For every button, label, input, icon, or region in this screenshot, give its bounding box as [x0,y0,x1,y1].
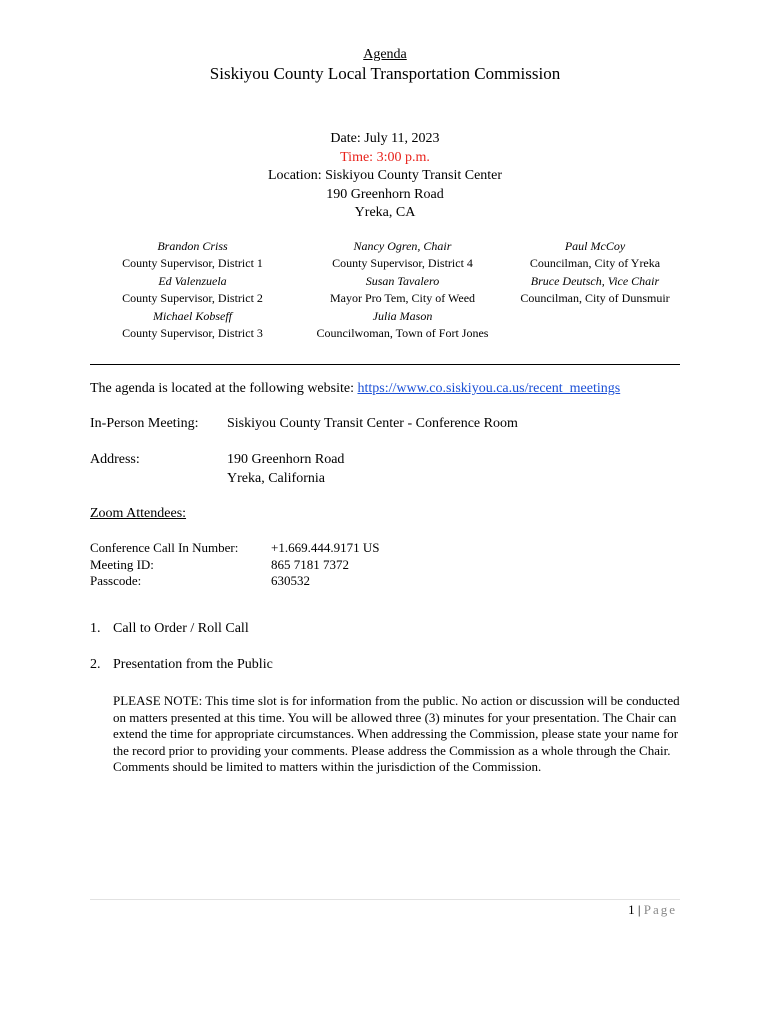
member-name: Michael Kobseff [153,309,232,323]
zoom-label: Passcode: [90,573,142,588]
member-name: Nancy Ogren, Chair [353,239,452,253]
zoom-title: Zoom Attendees: [90,506,187,521]
agenda-item [90,657,273,673]
members-column-3 [510,238,680,343]
public-comment-note: PLEASE NOTE: This time slot is for information from the public. No action or discussion will be conducted on matters presented at this time. You will be allowed three (3) minutes for your presentation. The Chair can extend the time for appropriate circumstances. When addressing the Commission, please state your name for the record prior to providing your comments. Please address the Commission as a whole through the Chair. Comments should be limited to matters within the jurisdiction of the Commission. [113,693,680,774]
member-name: Paul McCoy [564,239,626,253]
member-entry [510,273,680,306]
page-label: Page [643,902,677,917]
member-title: County Supervisor, District 4 [332,255,473,270]
zoom-details [90,540,379,590]
zoom-row [90,540,379,557]
page-separator: | [634,902,644,917]
address-label: Address: [90,452,140,467]
agenda-item [90,621,249,637]
members-column-1 [90,238,295,343]
website-line [90,381,620,397]
member-title: Councilwoman, Town of Fort Jones [316,325,489,340]
member-entry [90,238,295,271]
page-title: Siskiyou County Local Transportation Commission [209,64,561,83]
zoom-value: 865 7181 7372 [271,556,349,572]
zoom-value: +1.669.444.9171 US [271,540,380,555]
member-entry [510,238,680,271]
member-entry [295,273,510,306]
meeting-time: Time: 3:00 p.m. [340,149,430,165]
member-title: County Supervisor, District 1 [122,255,263,270]
member-name: Susan Tavalero [365,274,440,288]
meeting-location: Location: Siskiyou County Transit Center [267,168,503,183]
agenda-website-link[interactable]: https://www.co.siskiyou.ca.us/recent_meetings [357,381,621,396]
agenda-item-text: Presentation from the Public [113,657,273,672]
agenda-item-number: 1. [90,621,101,636]
commission-members [90,238,680,343]
in-person-label: In-Person Meeting: [90,416,199,431]
agenda-item-text: Call to Order / Roll Call [113,621,249,636]
website-prefix: The agenda is located at the following website: [90,381,358,396]
in-person-value: Siskiyou County Transit Center - Conference Room [227,416,518,431]
member-entry [90,308,295,341]
meeting-city: Yreka, CA [354,205,416,220]
member-title: Councilman, City of Dunsmuir [520,290,670,305]
members-column-2 [295,238,510,343]
member-title: County Supervisor, District 3 [122,325,263,340]
zoom-row [90,573,379,590]
agenda-label: Agenda [363,47,407,62]
meeting-date: Date: July 11, 2023 [330,131,440,146]
address-line-2: Yreka, California [227,471,325,486]
member-title: Councilman, City of Yreka [529,255,661,270]
address-line-1: 190 Greenhorn Road [227,452,345,467]
meeting-street: 190 Greenhorn Road [326,186,444,202]
member-title: Mayor Pro Tem, City of Weed [329,290,476,305]
agenda-item-number: 2. [90,657,101,672]
member-title: County Supervisor, District 2 [122,290,263,305]
header-divider [90,364,680,365]
member-entry [295,308,510,341]
member-entry [90,273,295,306]
member-name: Bruce Deutsch, Vice Chair [530,274,660,288]
zoom-value: 630532 [271,573,310,588]
member-name: Julia Mason [372,309,433,323]
footer-divider [90,899,680,900]
zoom-row [90,557,379,574]
page-footer [628,902,677,918]
member-name: Ed Valenzuela [158,274,227,288]
page-number: 1 [628,902,635,917]
member-name: Brandon Criss [157,239,228,253]
zoom-label: Meeting ID: [90,556,154,572]
member-entry [295,238,510,271]
zoom-label: Conference Call In Number: [90,540,239,555]
